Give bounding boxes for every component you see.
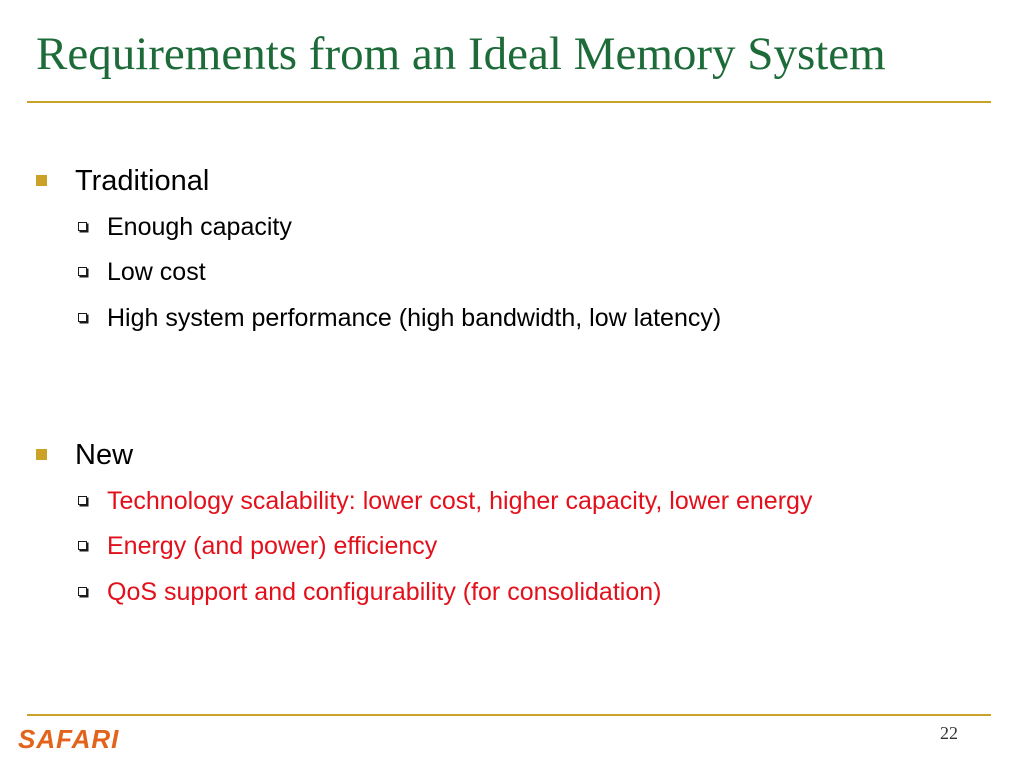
list-item-text: Enough capacity (107, 213, 292, 241)
checkbox-bullet-icon (78, 267, 87, 276)
checkbox-bullet-icon (78, 496, 87, 505)
checkbox-bullet-icon (78, 313, 87, 322)
section-heading-text: New (75, 439, 134, 471)
page-number: 22 (940, 723, 958, 743)
list-item-text: QoS support and configurability (for consolidation) (107, 578, 662, 606)
section-heading-text: Traditional (75, 165, 210, 197)
square-bullet-icon (36, 449, 47, 460)
list-item (78, 534, 437, 559)
list-item (78, 260, 206, 285)
section-heading-new (36, 441, 133, 470)
list-item (78, 580, 661, 605)
slide-title: Requirements from an Ideal Memory System (36, 28, 886, 80)
footer-divider (27, 714, 991, 716)
list-item-text: Low cost (107, 258, 206, 286)
list-item-text: Technology scalability: lower cost, higher capacity, lower energy (107, 487, 813, 515)
square-bullet-icon (36, 175, 47, 186)
checkbox-bullet-icon (78, 222, 87, 231)
safari-logo: SAFARI (18, 724, 120, 754)
list-item-text: Energy (and power) efficiency (107, 532, 438, 560)
list-item (78, 489, 812, 514)
list-item (78, 215, 292, 240)
list-item-text: High system performance (high bandwidth, low latency) (107, 304, 722, 332)
checkbox-bullet-icon (78, 541, 87, 550)
checkbox-bullet-icon (78, 587, 87, 596)
section-heading-traditional (36, 167, 209, 196)
list-item (78, 306, 721, 331)
